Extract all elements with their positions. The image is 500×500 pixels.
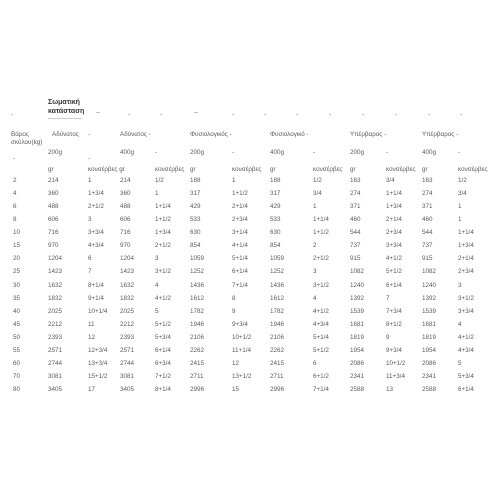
table-cell: 4+1/2: [386, 255, 402, 263]
table-cell: 2+3/4: [232, 216, 248, 224]
table-cell: 488: [48, 203, 59, 211]
table-cell: 533: [270, 216, 281, 224]
table-cell: 3/4: [313, 190, 322, 198]
table-cell: 4+1/2: [458, 333, 474, 341]
table-cell: 1954: [350, 346, 365, 354]
header-dash: -: [232, 149, 235, 156]
table-cell: 11+3/4: [386, 373, 405, 381]
table-cell: 2415: [270, 359, 285, 367]
table-cell: 7+1/4: [313, 386, 329, 394]
table-cell: 1: [458, 203, 462, 211]
table-cell: 1+1/4: [386, 190, 402, 198]
table-cell: 317: [270, 190, 281, 198]
table-cell: 716: [48, 229, 59, 237]
table-cell: 13+3/4: [88, 359, 108, 367]
table-cell: 2+3/4: [458, 268, 474, 276]
table-cell: 9+1/4: [88, 294, 104, 302]
table-cell: 1392: [350, 294, 365, 302]
header-dash: -: [11, 112, 14, 119]
table-cell: 2341: [422, 373, 437, 381]
table-cell: 7: [88, 268, 92, 276]
table-cell: 1240: [350, 281, 365, 289]
table-cell: 3+1/4: [232, 229, 248, 237]
table-cell: 1612: [270, 294, 285, 302]
table-cell: 460: [350, 216, 361, 224]
column-header-thin: Αδύνατος: [52, 131, 79, 138]
table-cell: 2393: [48, 333, 63, 341]
table-cell: 15: [232, 386, 240, 394]
table-cell: 1+3/4: [386, 203, 402, 211]
weight-cell: 20: [13, 255, 21, 263]
table-cell: 6+1/4: [232, 268, 248, 276]
table-cell: 1819: [350, 333, 365, 341]
table-cell: 1+1/4: [458, 229, 474, 237]
table-cell: 6+1/4: [458, 386, 474, 394]
table-cell: 1: [458, 216, 462, 224]
table-cell: 2+1/4: [386, 216, 402, 224]
table-cell: 1082: [422, 268, 437, 276]
table-cell: 970: [48, 242, 59, 250]
table-cell: 1059: [270, 255, 285, 263]
table-cell: 2+1/4: [458, 255, 474, 263]
header-dash: -: [264, 112, 267, 119]
table-cell: 10+1/2: [386, 359, 406, 367]
weight-cell: 80: [13, 386, 21, 394]
weight-label: Βάρος: [11, 131, 29, 138]
subhead-grams: 200g: [190, 149, 205, 156]
table-cell: 2588: [422, 386, 437, 394]
table-cell: 1946: [190, 320, 205, 328]
table-cell: 274: [350, 190, 361, 198]
table-cell: 163: [350, 177, 361, 184]
table-cell: 1423: [48, 268, 63, 276]
table-cell: 2086: [422, 359, 437, 367]
table-cell: 2341: [350, 373, 365, 381]
table-cell: 1: [88, 177, 92, 184]
weight-cell: 10: [13, 229, 21, 237]
table-cell: 1+1/2: [232, 190, 248, 198]
table-cell: 8+1/4: [155, 386, 171, 394]
table-cell: 3081: [48, 373, 63, 381]
table-cell: 2996: [270, 386, 285, 394]
table-cell: 5+1/2: [386, 268, 402, 276]
table-cell: 8: [232, 294, 236, 302]
weight-cell: 35: [13, 294, 21, 302]
table-cell: 5+1/4: [313, 333, 329, 341]
weight-cell: 70: [13, 373, 21, 381]
weight-label: σκύλου(kg): [11, 139, 43, 146]
table-cell: 11: [88, 320, 95, 328]
table-cell: 3081: [120, 373, 135, 381]
header-dash: -: [428, 112, 431, 119]
weight-cell: 4: [13, 190, 17, 198]
table-cell: 3+1/2: [313, 281, 329, 289]
table-cell: 2996: [190, 386, 205, 394]
subhead-grams: 200g: [350, 149, 365, 156]
table-cell: 15+1/2: [88, 373, 108, 381]
table-cell: 854: [190, 242, 201, 250]
table-cell: 606: [48, 216, 59, 224]
table-cell: 12+3/4: [88, 346, 108, 354]
table-cell: 1082: [350, 268, 365, 276]
table-cell: 10+1/2: [232, 333, 252, 341]
table-cell: 4+1/2: [155, 294, 171, 302]
header-dash: -: [232, 112, 235, 119]
table-cell: 3/4: [386, 177, 395, 184]
table-cell: 1819: [422, 333, 437, 341]
table-cell: 1252: [190, 268, 205, 276]
header-dash: -: [155, 149, 158, 156]
table-cell: 4+3/4: [458, 346, 474, 354]
table-cell: 2262: [270, 346, 285, 354]
header-dash: -: [458, 149, 461, 156]
subhead-unit: gr: [190, 166, 196, 173]
table-cell: 188: [270, 177, 281, 184]
table-cell: 5+1/2: [155, 320, 171, 328]
table-cell: 7+3/4: [386, 307, 402, 315]
table-cell: 3: [313, 268, 317, 276]
table-cell: 214: [48, 177, 59, 184]
header-dash: -: [160, 112, 163, 119]
subhead-grams: 200g: [48, 149, 63, 156]
table-cell: 7+1/4: [232, 281, 248, 289]
weight-cell: 15: [13, 242, 21, 250]
table-cell: 371: [350, 203, 361, 211]
table-cell: 5+3/4: [458, 373, 474, 381]
subhead-grams: 400g: [120, 149, 135, 156]
table-cell: 6: [313, 359, 317, 367]
weight-cell: 25: [13, 268, 21, 276]
table-cell: 1204: [120, 255, 135, 263]
table-cell: 533: [190, 216, 201, 224]
table-cell: 12: [88, 333, 96, 341]
title-line: Σωματική: [48, 99, 80, 106]
table-cell: 3: [155, 255, 159, 263]
table-cell: 544: [422, 229, 433, 237]
header-dash: -: [88, 155, 91, 162]
column-header-thin: Αδύνατος -: [120, 131, 151, 138]
header-dash: -: [362, 112, 365, 119]
table-cell: 2+3/4: [386, 229, 402, 237]
weight-cell: 45: [13, 320, 21, 328]
table-cell: 1+1/4: [313, 216, 329, 224]
table-cell: 3+3/4: [386, 242, 402, 250]
table-cell: 2711: [270, 373, 284, 381]
table-cell: 4+3/4: [313, 320, 329, 328]
table-cell: 5: [458, 359, 462, 367]
table-cell: 7: [386, 294, 390, 302]
table-cell: 188: [190, 177, 201, 184]
subhead-unit: gr: [270, 166, 276, 173]
table-cell: 429: [270, 203, 281, 211]
table-cell: 2+1/2: [88, 203, 104, 211]
header-dash: _: [96, 106, 100, 113]
weight-cell: 60: [13, 359, 21, 367]
table-cell: 1539: [350, 307, 365, 315]
subhead-unit: κονσέρβες: [313, 166, 343, 173]
table-cell: 6+1/4: [386, 281, 402, 289]
weight-cell: 30: [13, 281, 21, 289]
table-cell: 2415: [190, 359, 205, 367]
table-cell: 9+3/4: [386, 346, 402, 354]
weight-cell: 6: [13, 203, 17, 211]
table-cell: 1: [232, 177, 236, 184]
table-cell: 2106: [190, 333, 205, 341]
table-cell: 6: [88, 255, 92, 263]
table-cell: 737: [422, 242, 433, 250]
table-cell: 1+1/2: [155, 216, 171, 224]
header-dash: -: [329, 112, 332, 119]
subhead-unit: gr: [48, 166, 54, 173]
table-cell: 3+1/2: [458, 294, 474, 302]
header-dash: -: [313, 149, 316, 156]
table-cell: 2: [313, 242, 317, 250]
table-cell: 371: [422, 203, 433, 211]
subhead-unit: κονσέρβες: [386, 166, 416, 173]
subhead-grams: 400g: [270, 149, 285, 156]
table-cell: 3/4: [458, 190, 467, 198]
table-cell: 1681: [422, 320, 437, 328]
table-cell: 854: [270, 242, 281, 250]
subhead-unit: κονσέρβες: [155, 166, 185, 173]
table-cell: 2025: [48, 307, 63, 315]
table-cell: 7+1/2: [155, 373, 171, 381]
table-cell: 3405: [48, 386, 63, 394]
table-cell: 3405: [120, 386, 135, 394]
table-cell: 1: [313, 203, 317, 211]
page-title: [48, 98, 84, 116]
table-cell: 2744: [120, 359, 135, 367]
table-cell: 606: [120, 216, 131, 224]
table-cell: 1240: [422, 281, 437, 289]
table-cell: 1+1/4: [155, 203, 171, 211]
table-cell: 12: [232, 359, 240, 367]
table-cell: 6+1/2: [313, 373, 329, 381]
header-dash: _: [194, 106, 198, 113]
table-cell: 317: [190, 190, 201, 198]
header-dash: -: [296, 112, 299, 119]
table-cell: 1392: [422, 294, 437, 302]
table-cell: 970: [120, 242, 131, 250]
table-cell: 488: [120, 203, 131, 211]
table-cell: 8+1/2: [386, 320, 402, 328]
table-cell: 1436: [270, 281, 285, 289]
table-cell: 10+1/4: [88, 307, 108, 315]
header-dash: -: [460, 112, 463, 119]
table-cell: 1632: [48, 281, 63, 289]
table-cell: 5+3/4: [155, 333, 171, 341]
table-cell: 1252: [270, 268, 285, 276]
subhead-unit: gr: [350, 166, 356, 173]
table-cell: 3: [458, 281, 462, 289]
table-cell: 5+1/2: [313, 346, 329, 354]
table-cell: 1632: [120, 281, 135, 289]
table-cell: 4+3/4: [88, 242, 104, 250]
title-underline: [48, 118, 82, 119]
table-cell: 429: [190, 203, 201, 211]
table-cell: 1/2: [155, 177, 164, 184]
table-cell: 3+3/4: [458, 307, 474, 315]
table-cell: 1782: [190, 307, 205, 315]
table-cell: 2212: [48, 320, 63, 328]
table-cell: 2262: [190, 346, 205, 354]
subhead-unit: gr: [422, 166, 428, 173]
table-cell: 630: [270, 229, 281, 237]
table-cell: 1946: [270, 320, 285, 328]
table-cell: 3+1/2: [155, 268, 171, 276]
table-cell: 716: [120, 229, 131, 237]
header-dash: -: [128, 112, 131, 119]
table-cell: 4: [313, 294, 317, 302]
table-cell: 915: [422, 255, 433, 263]
header-dash: -: [395, 112, 398, 119]
table-cell: 915: [350, 255, 361, 263]
weight-cell: 40: [13, 307, 21, 315]
table-cell: 4+1/2: [313, 307, 329, 315]
table-cell: 9+3/4: [232, 320, 248, 328]
table-cell: 163: [422, 177, 433, 184]
table-cell: 3: [88, 216, 92, 224]
table-cell: 13+1/2: [232, 373, 252, 381]
table-cell: 2106: [270, 333, 285, 341]
column-header-normal: Φυσιολογικός -: [190, 131, 232, 138]
table-cell: 1782: [270, 307, 285, 315]
weight-cell: 50: [13, 333, 21, 341]
header-dash: -: [13, 155, 16, 162]
subhead-unit: κονσέρβες: [458, 166, 488, 173]
table-cell: 6+3/4: [155, 359, 171, 367]
header-dash: -: [386, 149, 389, 156]
table-cell: 2393: [120, 333, 135, 341]
table-cell: 1204: [48, 255, 63, 263]
table-cell: 5: [155, 307, 159, 315]
table-cell: 3+3/4: [88, 229, 104, 237]
table-cell: 4: [155, 281, 159, 289]
table-cell: 1059: [190, 255, 205, 263]
column-header-normal: Φυσιολογικό -: [270, 131, 309, 138]
subhead-unit: κονσέρβες: [232, 166, 262, 173]
table-cell: 1832: [48, 294, 63, 302]
column-header-overweight: Υπέρβαρος -: [350, 131, 387, 138]
table-cell: 1+3/4: [155, 229, 171, 237]
table-cell: 9: [232, 307, 236, 315]
table-cell: 2+1/2: [313, 255, 329, 263]
table-cell: 4+1/4: [232, 242, 248, 250]
table-cell: 360: [48, 190, 59, 198]
table-cell: 1/2: [313, 177, 322, 184]
table-cell: 1+3/4: [88, 190, 104, 198]
table-cell: 11+1/4: [232, 346, 251, 354]
table-cell: 1+3/4: [458, 242, 474, 250]
table-cell: 737: [350, 242, 361, 250]
table-cell: 1/2: [458, 177, 467, 184]
table-cell: 1423: [120, 268, 135, 276]
table-cell: 17: [88, 386, 96, 394]
table-cell: 4: [458, 320, 462, 328]
table-cell: 214: [120, 177, 131, 184]
subhead-unit: κονσέρβες gr: [88, 166, 125, 173]
title-line: κατάσταση: [48, 108, 85, 115]
table-cell: 1+1/2: [313, 229, 329, 237]
table-cell: 1539: [422, 307, 437, 315]
column-header-overweight: Υπέρβαρος -: [422, 131, 459, 138]
table-cell: 2025: [120, 307, 135, 315]
table-cell: 2+1/4: [232, 203, 248, 211]
weight-cell: 55: [13, 346, 21, 354]
table-cell: 1832: [120, 294, 135, 302]
table-cell: 13: [386, 386, 394, 394]
table-cell: 8+1/4: [88, 281, 104, 289]
table-cell: 460: [422, 216, 433, 224]
table-cell: 9: [386, 333, 390, 341]
table-cell: 360: [120, 190, 131, 198]
table-cell: 2571: [120, 346, 135, 354]
table-cell: 2744: [48, 359, 63, 367]
table-cell: 274: [422, 190, 433, 198]
table-cell: 630: [190, 229, 201, 237]
table-cell: 1436: [190, 281, 205, 289]
weight-cell: 8: [13, 216, 17, 224]
table-cell: 2086: [350, 359, 365, 367]
table-cell: 1681: [350, 320, 365, 328]
table-cell: 2+1/2: [155, 242, 171, 250]
table-cell: 1954: [422, 346, 437, 354]
header-dash: -: [88, 131, 91, 138]
table-cell: 2711: [190, 373, 204, 381]
subhead-grams: 400g: [422, 149, 437, 156]
table-cell: 2588: [350, 386, 365, 394]
table-cell: 6+1/4: [155, 346, 171, 354]
table-cell: 1612: [190, 294, 205, 302]
table-cell: 544: [350, 229, 361, 237]
table-cell: 2212: [120, 320, 135, 328]
table-cell: 1: [155, 190, 159, 198]
table-cell: 5+1/4: [232, 255, 248, 263]
table-cell: 2571: [48, 346, 63, 354]
weight-cell: 2: [13, 177, 17, 184]
